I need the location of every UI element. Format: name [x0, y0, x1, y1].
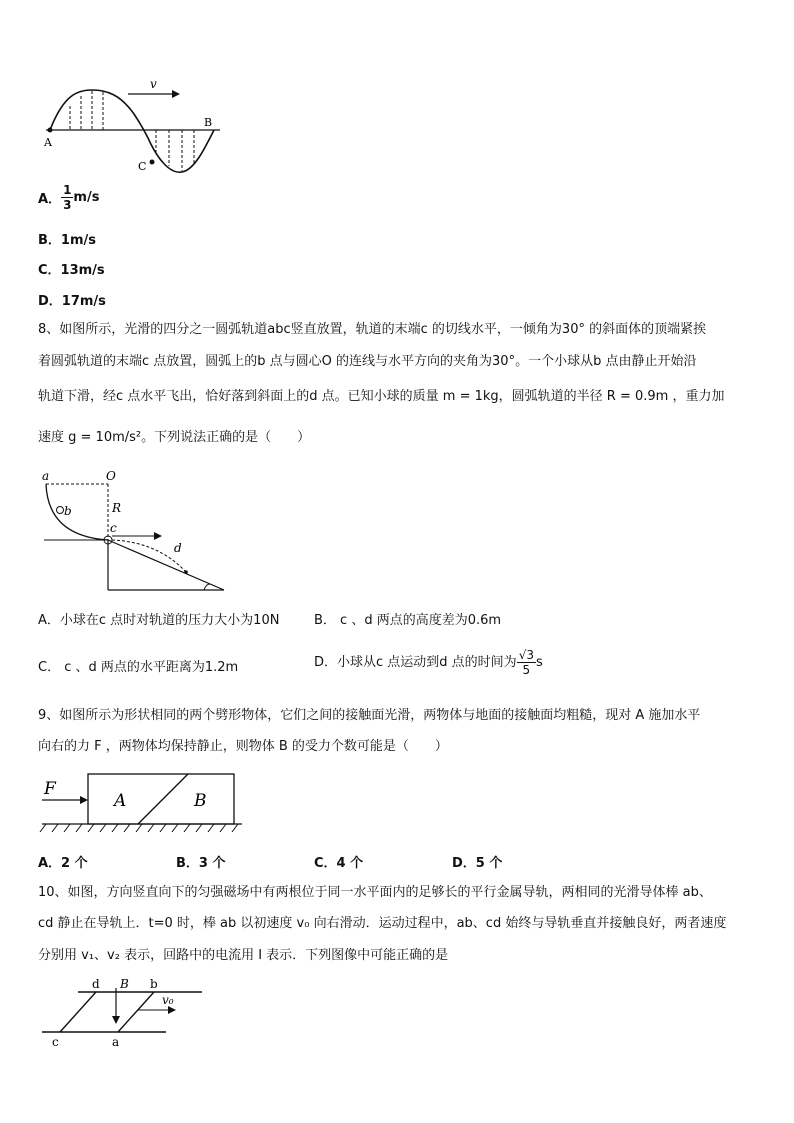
q8-option-d: [314, 648, 543, 677]
label-B: B: [194, 791, 207, 811]
label-O: O: [106, 469, 116, 483]
q9-option-a: A．2 个: [38, 856, 88, 871]
q8-line-4: 速度 g = 10m/s²。下列说法正确的是（ ）: [38, 430, 311, 445]
q8-option-d-prefix: D．小球从c 点运动到d 点的时间为: [314, 654, 517, 670]
q9-line-1: 9、如图所示为形状相同的两个劈形物体，它们之间的接触面光滑，两物体与地面的接触面均粗糙，现对 A 施加水平: [38, 708, 701, 723]
q8-option-d-unit: s: [535, 654, 543, 670]
label-A: A: [44, 136, 52, 149]
q10-line-1: 10、如图，方向竖直向下的匀强磁场中有两根位于同一水平面内的足够长的平行金属导轨，两相同的光滑导体棒 ab、: [38, 885, 712, 900]
label-b: b: [150, 977, 158, 991]
rod-ab: [118, 992, 154, 1032]
point-d: [184, 570, 188, 574]
label-v: v: [150, 77, 157, 91]
q8-option-c: C． c 、d 两点的水平距离为1.2m: [38, 660, 239, 675]
incline-slope: [108, 540, 224, 590]
q9-option-c: C．4 个: [314, 856, 364, 871]
q7-option-b: B．1m/s: [38, 233, 96, 248]
label-d: d: [174, 541, 182, 555]
fraction-one-third: [61, 183, 73, 212]
label-d: d: [92, 977, 100, 991]
q10-line-2: cd 静止在导轨上．t=0 时，棒 ab 以初速度 v₀ 向右滑动．运动过程中，ab、cd 始终与导轨垂直并接触良好，两者速度: [38, 916, 727, 931]
q7-option-c: C．13m/s: [38, 263, 105, 278]
point-C: [150, 160, 155, 165]
fraction-numerator: √3: [518, 648, 534, 662]
label-A: A: [114, 791, 127, 811]
fraction-numerator: 1: [63, 183, 72, 197]
rod-cd: [60, 992, 96, 1032]
label-c: c: [110, 521, 117, 535]
q7-option-a: [38, 183, 99, 212]
q8-line-1: 8、如图所示，光滑的四分之一圆弧轨道abc竖直放置，轨道的末端c 的切线水平，一倾角为30° 的斜面体的顶端紧挨: [38, 322, 707, 337]
angle-arc: [204, 584, 210, 590]
q9-line-2: 向右的力 F ，两物体均保持静止，则物体 B 的受力个数可能是（ ）: [38, 739, 448, 754]
fraction-denominator: 5: [522, 663, 531, 677]
fraction-denominator: 3: [63, 198, 72, 212]
label-B: B: [120, 977, 129, 991]
label-F: F: [44, 779, 56, 799]
contact-surface: [138, 774, 188, 824]
q10-rails-figure: [38, 976, 208, 1052]
q7-wave-figure: [38, 74, 228, 174]
q10-line-3: 分别用 v₁、v₂ 表示，回路中的电流用 I 表示．下列图像中可能正确的是: [38, 948, 449, 963]
label-R: R: [112, 501, 122, 515]
label-v0: v₀: [162, 993, 174, 1007]
label-b: b: [64, 504, 72, 518]
q9-wedges-figure: [38, 770, 244, 836]
ground-hatching: [40, 824, 238, 832]
label-C: C: [138, 160, 147, 173]
q8-track-figure: [38, 468, 230, 596]
q8-line-3: 轨道下滑，经c 点水平飞出，恰好落到斜面上的d 点。已知小球的质量 m = 1kg，圆弧轨道的半径 R = 0.9m ，重力加: [38, 389, 725, 404]
point-A: [48, 128, 53, 133]
fraction-sqrt3-over-5: [517, 648, 536, 677]
q8-line-2: 着圆弧轨道的末端c 点放置，圆弧上的b 点与圆心O 的连线与水平方向的夹角为30°。一个小球从b 点由静止开始沿: [38, 354, 697, 369]
wave-curve: [50, 90, 214, 172]
wedge-outline: [88, 774, 234, 824]
q8-option-b: B． c 、d 两点的高度差为0.6m: [314, 613, 502, 628]
q9-option-b: B．3 个: [176, 856, 226, 871]
label-B: B: [204, 116, 213, 129]
q8-option-a: A．小球在c 点时对轨道的压力大小为10N: [38, 613, 280, 628]
ball-b: [57, 507, 64, 514]
label-a: a: [112, 1035, 120, 1049]
label-c: c: [52, 1035, 59, 1049]
label-a: a: [42, 469, 50, 483]
q7-option-a-prefix: A．: [38, 192, 62, 207]
q9-option-d: D．5 个: [452, 856, 503, 871]
arc-track: [46, 484, 108, 540]
q7-option-d: D．17m/s: [38, 294, 106, 309]
q7-option-a-unit: m/s: [73, 190, 100, 205]
